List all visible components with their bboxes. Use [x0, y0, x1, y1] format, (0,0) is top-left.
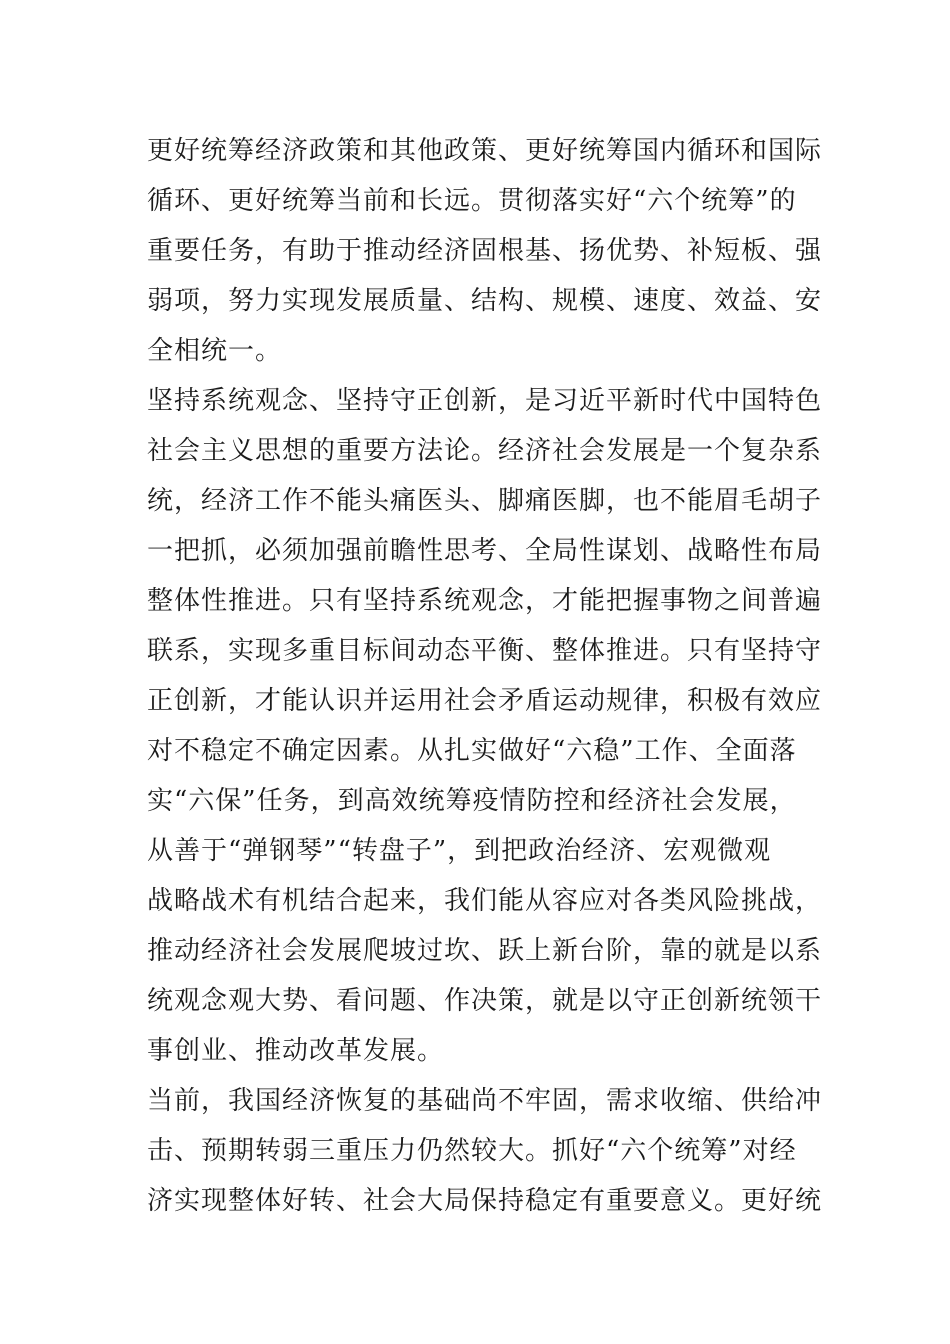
text-line: 从善于“弹钢琴”“转盘子”，到把政治经济、宏观微观	[147, 836, 772, 866]
text-line: 战略战术有机结合起来，我们能从容应对各类风险挑战，	[147, 886, 823, 916]
text-line: 更好统筹经济政策和其他政策、更好统筹国内循环和国际	[147, 136, 823, 166]
text-line: 弱项，努力实现发展质量、结构、规模、速度、效益、安	[147, 286, 823, 316]
text-line: 实“六保”任务，到高效统筹疫情防控和经济社会发展，	[147, 786, 797, 816]
text-line: 当前，我国经济恢复的基础尚不牢固，需求收缩、供给冲	[147, 1086, 823, 1116]
text-line: 社会主义思想的重要方法论。经济社会发展是一个复杂系	[147, 436, 823, 466]
text-line: 事创业、推动改革发展。	[147, 1036, 445, 1066]
text-line: 击、预期转弱三重压力仍然较大。抓好“六个统筹”对经	[147, 1136, 797, 1166]
text-line: 重要任务，有助于推动经济固根基、扬优势、补短板、强	[147, 236, 823, 266]
paragraph-3	[147, 1076, 823, 1226]
text-line: 推动经济社会发展爬坡过坎、跃上新台阶，靠的就是以系	[147, 936, 823, 966]
paragraph-1	[147, 126, 823, 376]
text-line: 整体性推进。只有坚持系统观念，才能把握事物之间普遍	[147, 586, 823, 616]
paragraph-2	[147, 376, 823, 1076]
text-line: 对不稳定不确定因素。从扎实做好“六稳”工作、全面落	[147, 736, 797, 766]
text-line: 全相统一。	[147, 336, 283, 366]
text-line: 正创新，才能认识并运用社会矛盾运动规律，积极有效应	[147, 686, 823, 716]
document-body	[147, 126, 823, 1226]
text-line: 循环、更好统筹当前和长远。贯彻落实好“六个统筹”的	[147, 186, 797, 216]
text-line: 一把抓，必须加强前瞻性思考、全局性谋划、战略性布局	[147, 536, 823, 566]
text-line: 联系，实现多重目标间动态平衡、整体推进。只有坚持守	[147, 636, 823, 666]
text-line: 统，经济工作不能头痛医头、脚痛医脚，也不能眉毛胡子	[147, 486, 823, 516]
text-line: 统观念观大势、看问题、作决策，就是以守正创新统领干	[147, 986, 823, 1016]
text-line: 坚持系统观念、坚持守正创新，是习近平新时代中国特色	[147, 386, 823, 416]
text-line: 济实现整体好转、社会大局保持稳定有重要意义。更好统	[147, 1186, 823, 1216]
